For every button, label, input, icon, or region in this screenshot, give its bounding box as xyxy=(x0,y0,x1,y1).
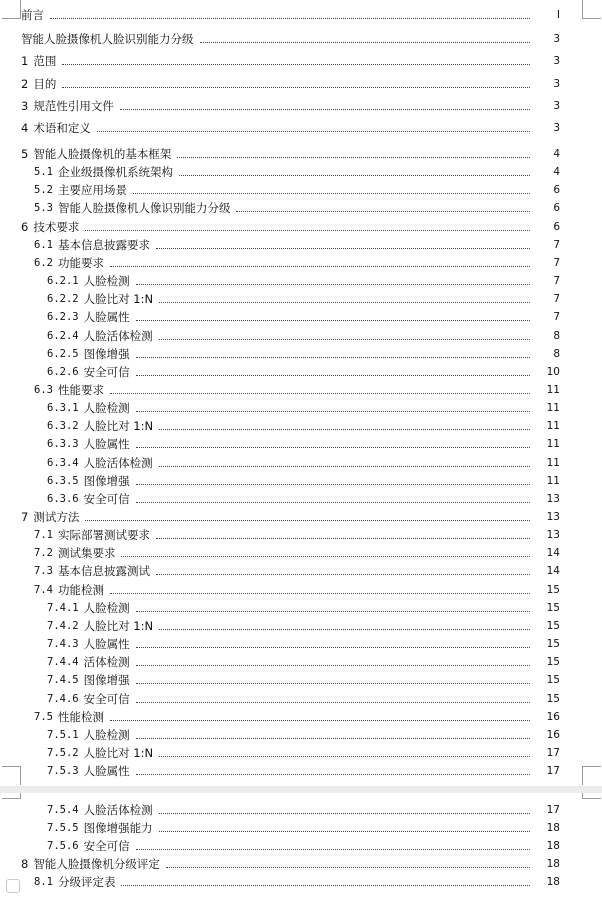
toc-entry[interactable] xyxy=(0,252,602,270)
toc-entry[interactable] xyxy=(0,343,602,361)
toc-entry-number: 5.2 xyxy=(34,184,53,197)
toc-entry-title: 图像增强 xyxy=(83,473,130,488)
toc-entry-number: 8.1 xyxy=(34,876,53,888)
toc-entry-number: 7 xyxy=(21,510,29,524)
toc-entry-title: 人脸检测 xyxy=(83,600,130,615)
toc-entry[interactable] xyxy=(0,871,602,889)
toc-entry-number: 7.5.6 xyxy=(47,840,79,852)
toc-entry-title: 测试方法 xyxy=(33,510,80,524)
toc-entry[interactable] xyxy=(0,817,602,835)
toc-dot-leader xyxy=(159,831,530,832)
toc-entry-title: 智能人脸摄像机人像识别能力分级 xyxy=(57,201,231,216)
toc-entry-number: 7.2 xyxy=(34,547,53,560)
toc-entry-title: 人脸检测 xyxy=(83,401,130,416)
toc-entry[interactable] xyxy=(0,688,602,706)
toc-entry-number: 6.3 xyxy=(34,383,53,396)
toc-entry[interactable] xyxy=(0,799,602,817)
toc-entry-page-number: 15 xyxy=(546,619,560,632)
toc-entry[interactable] xyxy=(0,488,602,506)
toc-entry-title: 安全可信 xyxy=(83,364,130,379)
toc-entry[interactable] xyxy=(0,524,602,542)
toc-entry[interactable] xyxy=(0,379,602,397)
toc-dot-leader xyxy=(136,357,530,358)
toc-entry-page-number: 3 xyxy=(553,122,560,134)
toc-entry[interactable] xyxy=(0,669,602,687)
toc-entry-number: 6.2 xyxy=(34,256,53,269)
toc-dot-leader xyxy=(136,447,530,448)
toc-entry-title: 安全可信 xyxy=(83,839,130,853)
toc-entry-page-number: 14 xyxy=(546,547,560,560)
toc-entry[interactable] xyxy=(0,542,602,560)
toc-dot-leader xyxy=(159,429,530,430)
toc-entry-page-number: 15 xyxy=(546,656,560,669)
toc-entry-title: 安全可信 xyxy=(83,491,130,506)
toc-entry[interactable] xyxy=(0,234,602,252)
toc-dot-leader xyxy=(136,738,530,739)
toc-entry-number: 6.2.3 xyxy=(47,311,79,324)
page-gap xyxy=(0,786,602,793)
toc-entry-number: 6.2.1 xyxy=(47,275,79,288)
toc-dot-leader xyxy=(159,813,530,814)
toc-entry-title: 人脸活体检测 xyxy=(83,803,153,817)
toc-entry-page-number: 15 xyxy=(546,638,560,651)
toc-dot-leader xyxy=(200,42,531,43)
toc-entry-number: 6.3.5 xyxy=(47,474,79,487)
toc-entry-page-number: 18 xyxy=(546,858,560,870)
toc-entry-page-number: 7 xyxy=(553,275,560,288)
toc-entry-number: 6.1 xyxy=(34,238,53,251)
toc-entry-number: 2 xyxy=(21,77,29,91)
toc-entry[interactable] xyxy=(0,361,602,379)
toc-dot-leader xyxy=(159,466,530,467)
toc-entry[interactable] xyxy=(0,397,602,415)
toc-entry[interactable] xyxy=(0,288,602,306)
toc-entry-page-number: 4 xyxy=(553,148,560,160)
toc-entry-page-number: 8 xyxy=(553,347,560,360)
toc-dot-leader xyxy=(136,683,530,684)
toc-entry-page-number: 11 xyxy=(546,383,560,396)
toc-dot-leader xyxy=(62,87,530,88)
toc-dot-leader xyxy=(110,266,530,267)
toc-entry[interactable] xyxy=(0,50,602,68)
toc-entry[interactable] xyxy=(0,325,602,343)
toc-entry[interactable] xyxy=(0,835,602,853)
toc-dot-leader xyxy=(133,193,530,194)
toc-entry[interactable] xyxy=(0,579,602,597)
toc-entry-page-number: 18 xyxy=(546,840,560,852)
toc-dot-leader xyxy=(50,18,530,19)
toc-entry-number: 5.1 xyxy=(34,166,53,179)
toc-entry-page-number: 11 xyxy=(546,474,560,487)
toc-entry[interactable] xyxy=(0,117,602,135)
toc-entry-page-number: 10 xyxy=(546,365,560,378)
toc-entry-title: 图像增强能力 xyxy=(83,821,153,835)
toc-dot-leader xyxy=(159,629,530,630)
toc-entry-number: 6.3.2 xyxy=(47,420,79,433)
toc-entry[interactable] xyxy=(0,724,602,742)
toc-entry-number: 6.3.3 xyxy=(47,438,79,451)
toc-entry-page-number: 18 xyxy=(546,822,560,834)
toc-entry-page-number: 6 xyxy=(553,220,560,233)
toc-entry-page-number: 13 xyxy=(546,511,560,523)
toc-entry-title: 主要应用场景 xyxy=(57,183,127,198)
toc-entry-page-number: 17 xyxy=(546,765,560,778)
toc-entry-page-number: 15 xyxy=(546,583,560,596)
crop-mark-top-left xyxy=(2,0,21,19)
toc-entry-title: 性能检测 xyxy=(57,709,104,724)
toc-entry-title: 术语和定义 xyxy=(33,121,91,135)
toc-entry-page-number: 16 xyxy=(546,728,560,741)
toc-dot-leader xyxy=(110,593,530,594)
toc-dot-leader xyxy=(136,647,530,648)
watermark-logo xyxy=(6,879,22,893)
toc-entry[interactable] xyxy=(0,306,602,324)
toc-entry[interactable] xyxy=(0,433,602,451)
toc-entry-title: 实际部署测试要求 xyxy=(57,528,150,543)
toc-entry-number: 7.4.5 xyxy=(47,674,79,687)
toc-entry[interactable] xyxy=(0,161,602,179)
toc-entry-number: 7.4 xyxy=(34,583,53,596)
toc-entry[interactable] xyxy=(0,760,602,778)
toc-entry-title: 人脸活体检测 xyxy=(83,455,153,470)
toc-entry-number: 5 xyxy=(21,147,29,161)
toc-entry-number: 7.5.3 xyxy=(47,765,79,778)
toc-entry-page-number: 3 xyxy=(553,55,560,67)
toc-entry-number: 3 xyxy=(21,99,29,113)
toc-entry-title: 智能人脸摄像机人脸识别能力分级 xyxy=(21,32,194,46)
toc-entry-page-number: 17 xyxy=(546,804,560,816)
toc-entry[interactable] xyxy=(0,95,602,113)
crop-mark-page2-top-left xyxy=(2,793,21,799)
toc-entry[interactable] xyxy=(0,633,602,651)
toc-entry-page-number: 15 xyxy=(546,601,560,614)
toc-entry-page-number: 11 xyxy=(546,420,560,433)
toc-entry-title: 范围 xyxy=(33,54,57,68)
toc-entry-page-number: I xyxy=(556,9,560,21)
toc-entry-number: 1 xyxy=(21,54,29,68)
toc-entry-page-number: 3 xyxy=(553,78,560,90)
toc-entry-title: 规范性引用文件 xyxy=(33,99,114,113)
toc-entry[interactable] xyxy=(0,28,602,46)
toc-entry-title: 安全可信 xyxy=(83,691,130,706)
toc-entry-page-number: 3 xyxy=(553,33,560,45)
toc-dot-leader xyxy=(97,131,530,132)
toc-entry-title: 智能人脸摄像机分级评定 xyxy=(33,857,160,871)
toc-entry-title: 智能人脸摄像机的基本框架 xyxy=(33,147,172,161)
toc-entry-title: 人脸属性 xyxy=(83,310,130,325)
toc-entry-title: 前言 xyxy=(21,8,44,22)
toc-dot-leader xyxy=(62,64,530,65)
toc-entry-number: 6.2.4 xyxy=(47,329,79,342)
toc-dot-leader xyxy=(159,339,530,340)
toc-entry-page-number: 18 xyxy=(546,876,560,888)
toc-dot-leader xyxy=(110,720,530,721)
toc-entry-number: 7.5.1 xyxy=(47,728,79,741)
crop-mark-bottom-left xyxy=(2,766,21,785)
crop-mark-top-right xyxy=(582,0,601,19)
toc-entry-number: 6.3.4 xyxy=(47,456,79,469)
toc-entry-title: 图像增强 xyxy=(83,346,130,361)
toc-dot-leader xyxy=(159,302,530,303)
toc-entry-page-number: 7 xyxy=(553,293,560,306)
toc-dot-leader xyxy=(136,849,530,850)
toc-dot-leader xyxy=(136,702,530,703)
toc-dot-leader xyxy=(179,175,530,176)
toc-entry-number: 7.4.6 xyxy=(47,692,79,705)
toc-dot-leader xyxy=(136,320,530,321)
toc-dot-leader xyxy=(136,665,530,666)
toc-dot-leader xyxy=(121,885,530,886)
toc-entry-number: 7.4.1 xyxy=(47,601,79,614)
toc-dot-leader xyxy=(136,502,530,503)
toc-dot-leader xyxy=(136,375,530,376)
toc-entry[interactable] xyxy=(0,706,602,724)
toc-dot-leader xyxy=(121,556,530,557)
toc-entry-title: 技术要求 xyxy=(33,219,80,234)
toc-entry[interactable] xyxy=(0,415,602,433)
toc-entry[interactable] xyxy=(0,452,602,470)
toc-entry-page-number: 3 xyxy=(553,100,560,112)
toc-entry-title: 人脸比对 1:N xyxy=(83,618,154,633)
toc-entry[interactable] xyxy=(0,853,602,871)
toc-entry-title: 人脸比对 1:N xyxy=(83,419,154,434)
crop-mark-page2-top-right xyxy=(582,793,601,799)
toc-entry-title: 人脸活体检测 xyxy=(83,328,153,343)
toc-dot-leader xyxy=(110,393,530,394)
toc-dot-leader xyxy=(120,109,530,110)
toc-entry-number: 8 xyxy=(21,857,29,871)
toc-entry[interactable] xyxy=(0,470,602,488)
toc-entry-title: 人脸比对 1:N xyxy=(83,292,154,307)
crop-mark-bottom-right xyxy=(582,766,601,785)
toc-entry[interactable] xyxy=(0,143,602,161)
toc-entry[interactable] xyxy=(0,597,602,615)
toc-entry-page-number: 8 xyxy=(553,329,560,342)
toc-entry-page-number: 16 xyxy=(546,710,560,723)
toc-dot-leader xyxy=(136,774,530,775)
toc-entry-number: 7.5.4 xyxy=(47,804,79,816)
toc-entry-title: 人脸比对 1:N xyxy=(83,745,154,760)
toc-entry-title: 人脸属性 xyxy=(83,637,130,652)
toc-dot-leader xyxy=(136,484,530,485)
toc-entry-number: 5.3 xyxy=(34,202,53,215)
toc-entry-title: 人脸属性 xyxy=(83,764,130,779)
toc-dot-leader xyxy=(166,867,530,868)
toc-entry-page-number: 7 xyxy=(553,238,560,251)
toc-entry-page-number: 6 xyxy=(553,202,560,215)
toc-entry-title: 性能要求 xyxy=(57,382,104,397)
toc-entry[interactable] xyxy=(0,4,602,22)
toc-entry-number: 6.2.2 xyxy=(47,293,79,306)
toc-entry-title: 基本信息披露测试 xyxy=(57,564,150,579)
toc-entry-page-number: 7 xyxy=(553,256,560,269)
toc-entry-page-number: 14 xyxy=(546,565,560,578)
toc-dot-leader xyxy=(136,611,530,612)
toc-entry[interactable] xyxy=(0,216,602,234)
toc-entry-number: 7.5.5 xyxy=(47,822,79,834)
toc-entry-page-number: 6 xyxy=(553,184,560,197)
toc-entry-number: 6.2.5 xyxy=(47,347,79,360)
toc-entry[interactable] xyxy=(0,506,602,524)
toc-entry-page-number: 13 xyxy=(546,492,560,505)
toc-entry[interactable] xyxy=(0,560,602,578)
toc-entry-number: 6.3.6 xyxy=(47,492,79,505)
toc-entry-title: 分级评定表 xyxy=(57,875,116,889)
toc-entry-title: 功能要求 xyxy=(57,255,104,270)
toc-dot-leader xyxy=(159,756,530,757)
toc-entry-title: 测试集要求 xyxy=(57,546,116,561)
toc-entry[interactable] xyxy=(0,179,602,197)
toc-entry[interactable] xyxy=(0,197,602,215)
toc-entry-number: 7.5.2 xyxy=(47,746,79,759)
toc-dot-leader xyxy=(85,520,530,521)
toc-dot-leader xyxy=(177,157,530,158)
toc-entry[interactable] xyxy=(0,270,602,288)
toc-entry-page-number: 11 xyxy=(546,438,560,451)
toc-entry[interactable] xyxy=(0,742,602,760)
toc-entry-title: 人脸属性 xyxy=(83,437,130,452)
toc-entry-page-number: 11 xyxy=(546,402,560,415)
toc-entry-title: 图像增强 xyxy=(83,673,130,688)
toc-entry-number: 7.1 xyxy=(34,529,53,542)
toc-dot-leader xyxy=(156,538,530,539)
toc-entry-number: 4 xyxy=(21,121,29,135)
toc-entry-page-number: 7 xyxy=(553,311,560,324)
toc-entry-number: 6 xyxy=(21,219,29,234)
toc-dot-leader xyxy=(136,411,530,412)
toc-entry-page-number: 17 xyxy=(546,746,560,759)
toc-entry-page-number: 15 xyxy=(546,674,560,687)
toc-entry-page-number: 13 xyxy=(546,529,560,542)
toc-dot-leader xyxy=(156,574,530,575)
toc-entry-title: 目的 xyxy=(33,77,57,91)
toc-entry-number: 7.4.3 xyxy=(47,638,79,651)
toc-entry-number: 7.5 xyxy=(34,710,53,723)
toc-entry[interactable] xyxy=(0,615,602,633)
toc-entry-title: 功能检测 xyxy=(57,582,104,597)
toc-dot-leader xyxy=(236,211,530,212)
toc-entry-number: 6.3.1 xyxy=(47,402,79,415)
toc-entry-title: 企业级摄像机系统架构 xyxy=(57,165,173,180)
toc-entry-page-number: 4 xyxy=(553,166,560,179)
toc-entry-number: 7.4.2 xyxy=(47,619,79,632)
toc-entry-page-number: 15 xyxy=(546,692,560,705)
toc-entry-page-number: 11 xyxy=(546,456,560,469)
toc-entry-number: 7.3 xyxy=(34,565,53,578)
toc-entry[interactable] xyxy=(0,73,602,91)
toc-entry-title: 基本信息披露要求 xyxy=(57,237,150,252)
toc-entry[interactable] xyxy=(0,651,602,669)
toc-entry-title: 活体检测 xyxy=(83,655,130,670)
toc-entry-title: 人脸检测 xyxy=(83,274,130,289)
toc-entry-number: 6.2.6 xyxy=(47,365,79,378)
toc-entry-number: 7.4.4 xyxy=(47,656,79,669)
toc-dot-leader xyxy=(136,284,530,285)
toc-entry-title: 人脸检测 xyxy=(83,727,130,742)
toc-dot-leader xyxy=(156,248,530,249)
toc-dot-leader xyxy=(85,230,530,231)
